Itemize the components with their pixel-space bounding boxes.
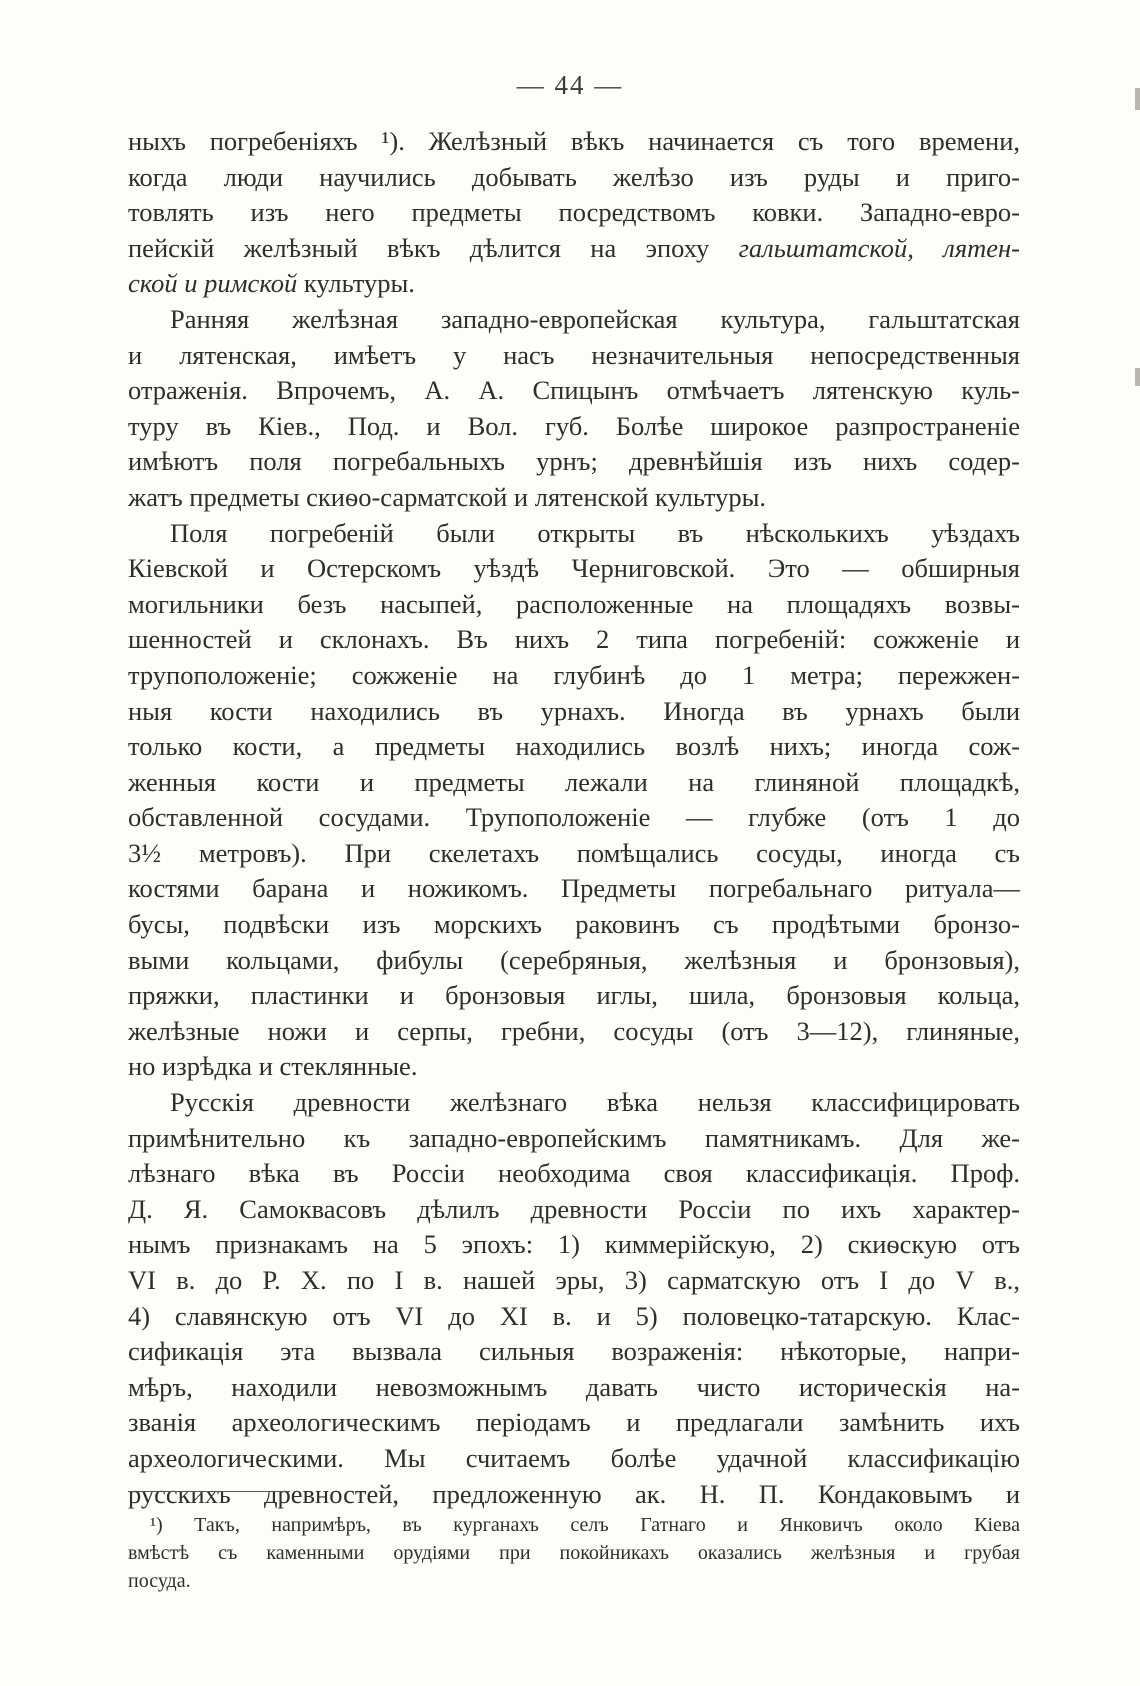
- text-line-30: лѣзнаго вѣка въ Россіи необходима своя классификація. Проф.: [128, 1158, 1020, 1189]
- text-line-6: Ранняя желѣзная западно-европейская культура, гальштатская: [170, 303, 1020, 334]
- page-edge-mark-middle: [1135, 368, 1140, 386]
- text-line-4-roman: пейскій желѣзный вѣкъ дѣлится на эпоху: [128, 232, 739, 263]
- text-line-28: Русскія древности желѣзнаго вѣка нельзя классифицировать: [170, 1087, 1020, 1118]
- text-line-32: нымъ признакамъ на 5 эпохъ: 1) киммерійскую, 2) скиѳскую отъ: [128, 1229, 1020, 1260]
- text-line-27: но изрѣдка и стеклянные.: [128, 1051, 418, 1082]
- text-line-2: когда люди научились добывать желѣзо изъ руды и приго-: [128, 161, 1020, 192]
- text-line-7: и лятенская, имѣетъ у насъ незначительныя непосредственныя: [128, 339, 1020, 370]
- text-line-38: археологическими. Мы считаемъ болѣе удачной классификацію: [128, 1442, 1020, 1473]
- text-line-10: имѣютъ поля погребальныхъ урнъ; древнѣйшія изъ нихъ содер-: [128, 446, 1020, 477]
- footnote-line-3: посуда.: [128, 1570, 191, 1592]
- text-line-31: Д. Я. Самоквасовъ дѣлилъ древности Россіи по ихъ характер-: [128, 1193, 1020, 1224]
- text-line-1: ныхъ погребеніяхъ ¹). Желѣзный вѣкъ начинается съ того времени,: [128, 126, 1020, 156]
- text-line-4-italic: гальштатской, лятен-: [738, 232, 1020, 263]
- text-line-33: VI в. до Р. Х. по I в. нашей эры, 3) сарматскую отъ I до V в.,: [128, 1265, 1020, 1295]
- text-line-17: ныя кости находились въ урнахъ. Иногда въ урнахъ были: [128, 695, 1020, 726]
- text-line-21: 3½ метровъ). При скелетахъ помѣщались сосуды, иногда съ: [128, 837, 1020, 868]
- text-line-15: шенностей и склонахъ. Въ нихъ 2 типа погребеній: сожженіе и: [128, 624, 1020, 655]
- text-line-35: сификація эта вызвала сильныя возраженія: нѣкоторые, напри-: [128, 1336, 1020, 1367]
- text-line-25: пряжки, пластинки и бронзовыя иглы, шила, бронзовыя кольца,: [128, 980, 1020, 1011]
- text-line-14: могильники безъ насыпей, расположенные на площадяхъ возвы-: [128, 588, 1020, 619]
- text-line-12: Поля погребеній были открыты въ нѣсколькихъ уѣздахъ: [170, 517, 1020, 548]
- text-line-3: товлять изъ него предметы посредствомъ ковки. Западно-евро-: [128, 197, 1020, 228]
- text-line-34: 4) славянскую отъ VI до XI в. и 5) половецко-татарскую. Клас-: [128, 1300, 1020, 1331]
- text-line-20: обставленной сосудами. Трупоположеніе — глубже (отъ 1 до: [128, 802, 1020, 833]
- footnote-line-2: вмѣстѣ съ каменными орудіями при покойникахъ оказались желѣзныя и грубая: [128, 1542, 1020, 1564]
- text-line-5-italic: ской и римской: [128, 268, 298, 299]
- footnote-divider: [128, 1491, 290, 1492]
- text-line-11: жатъ предметы скиѳо-сарматской и лятенской культуры.: [128, 481, 767, 512]
- text-line-26: желѣзные ножи и серпы, гребни, сосуды (отъ 3—12), глиняные,: [128, 1015, 1020, 1046]
- text-line-8: отраженія. Впрочемъ, А. А. Спицынъ отмѣчаетъ лятенскую куль-: [128, 375, 1020, 406]
- text-line-37: званія археологическимъ періодамъ и предлагали замѣнить ихъ: [128, 1407, 1020, 1438]
- text-line-16: трупоположеніе; сожженіе на глубинѣ до 1 метра; пережжен-: [128, 659, 1020, 690]
- text-line-18: только кости, а предметы находились возлѣ нихъ; иногда сож-: [128, 731, 1020, 762]
- text-line-5: [128, 266, 1020, 302]
- text-line-9: туру въ Кiев., Под. и Вол. губ. Болѣе широкое разпространеніе: [128, 410, 1020, 441]
- text-line-13: Кіевской и Остерскомъ уѣздѣ Черниговской. Это — обширныя: [128, 553, 1020, 584]
- text-line-23: бусы, подвѣски изъ морскихъ раковинъ съ продѣтыми бронзо-: [128, 909, 1020, 940]
- main-text: [128, 124, 1020, 1512]
- footnote-line-1: ¹) Такъ, напримѣръ, въ курганахъ селъ Гатнаго и Янковичъ около Кіева: [150, 1514, 1020, 1536]
- text-line-22: костями барана и ножикомъ. Предметы погребальнаго ритуала—: [128, 873, 1020, 904]
- text-line-5-roman: культуры.: [297, 268, 415, 299]
- text-line-4: [128, 231, 1020, 267]
- text-line-19: женныя кости и предметы лежали на глиняной площадкѣ,: [128, 766, 1020, 797]
- text-line-24: выми кольцами, фибулы (серебряныя, желѣзныя и бронзовыя),: [128, 944, 1020, 975]
- text-line-29: примѣнительно къ западно-европейскимъ памятникамъ. Для же-: [128, 1122, 1020, 1153]
- footnotes: [128, 1511, 1020, 1595]
- page-edge-mark-top: [1135, 88, 1140, 110]
- text-line-36: мѣръ, находили невозможнымъ давать чисто историческія на-: [128, 1371, 1020, 1402]
- page-number: — 44 —: [516, 70, 624, 100]
- text-line-39: русскихъ древностей, предложенную ак. Н. П. Кондаковымъ и: [128, 1478, 1020, 1509]
